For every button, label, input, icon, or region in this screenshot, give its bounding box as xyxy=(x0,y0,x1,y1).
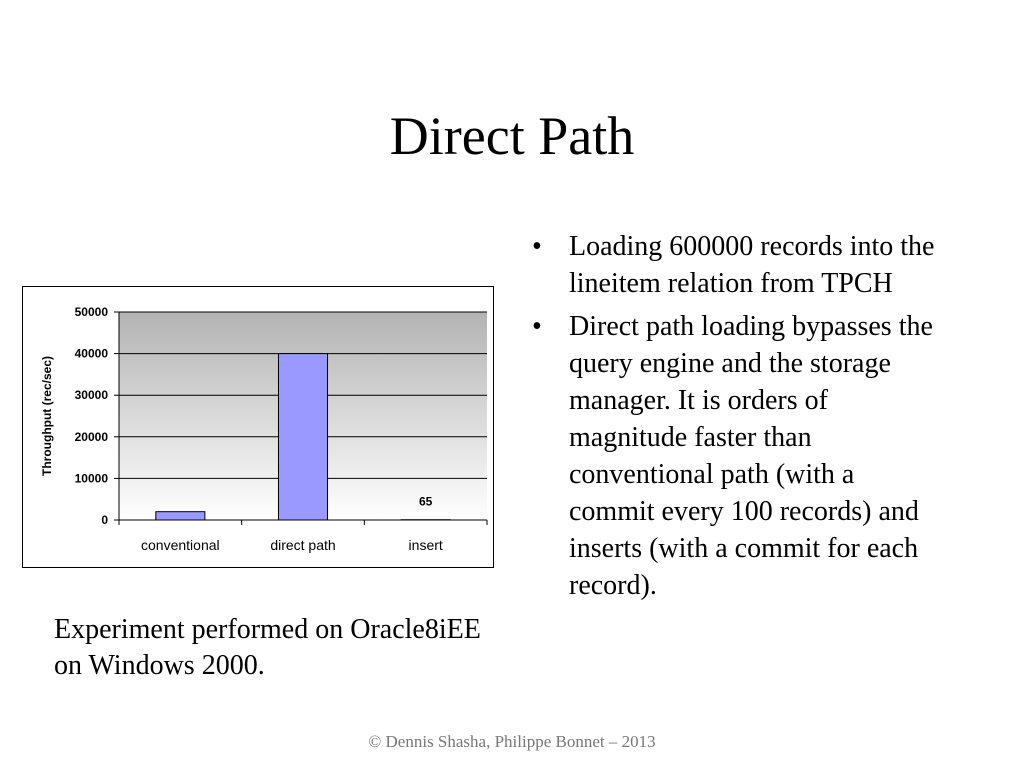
data-label: 65 xyxy=(418,494,433,509)
x-tick-label: conventional xyxy=(141,537,220,553)
bullet-item xyxy=(532,228,942,302)
x-tick-label: insert xyxy=(408,537,443,553)
chart-svg xyxy=(23,287,495,569)
y-tick-label: 10000 xyxy=(74,471,108,486)
bar-direct-path xyxy=(278,354,327,520)
copyright-footer: © Dennis Shasha, Philippe Bonnet – 2013 xyxy=(368,732,656,751)
throughput-chart xyxy=(22,286,494,568)
bullet-list xyxy=(532,228,942,610)
bullet-glyph: • xyxy=(532,231,542,262)
bar-conventional xyxy=(156,512,205,520)
x-tick-label: direct path xyxy=(270,537,336,553)
y-tick-label: 0 xyxy=(101,513,108,527)
bullet-text: Direct path loading bypasses the query engine and the storage manager. It is orders of magnitude faster than conventional path (with a commit every 100 records) and inserts (with a commit for each record). xyxy=(569,311,933,601)
y-tick-label: 20000 xyxy=(74,429,108,444)
bullet-text: Loading 600000 records into the lineitem relation from TPCH xyxy=(569,231,935,299)
bullet-item xyxy=(532,308,942,604)
y-tick-label: 40000 xyxy=(74,346,108,361)
slide-title: Direct Path xyxy=(389,106,635,166)
y-axis-label: Throughput (rec/sec) xyxy=(40,355,54,477)
bullet-glyph: • xyxy=(532,311,542,342)
y-tick-label: 30000 xyxy=(74,388,108,403)
y-tick-label: 50000 xyxy=(74,305,108,319)
experiment-caption: Experiment performed on Oracle8iEE on Windows 2000. xyxy=(54,614,481,681)
